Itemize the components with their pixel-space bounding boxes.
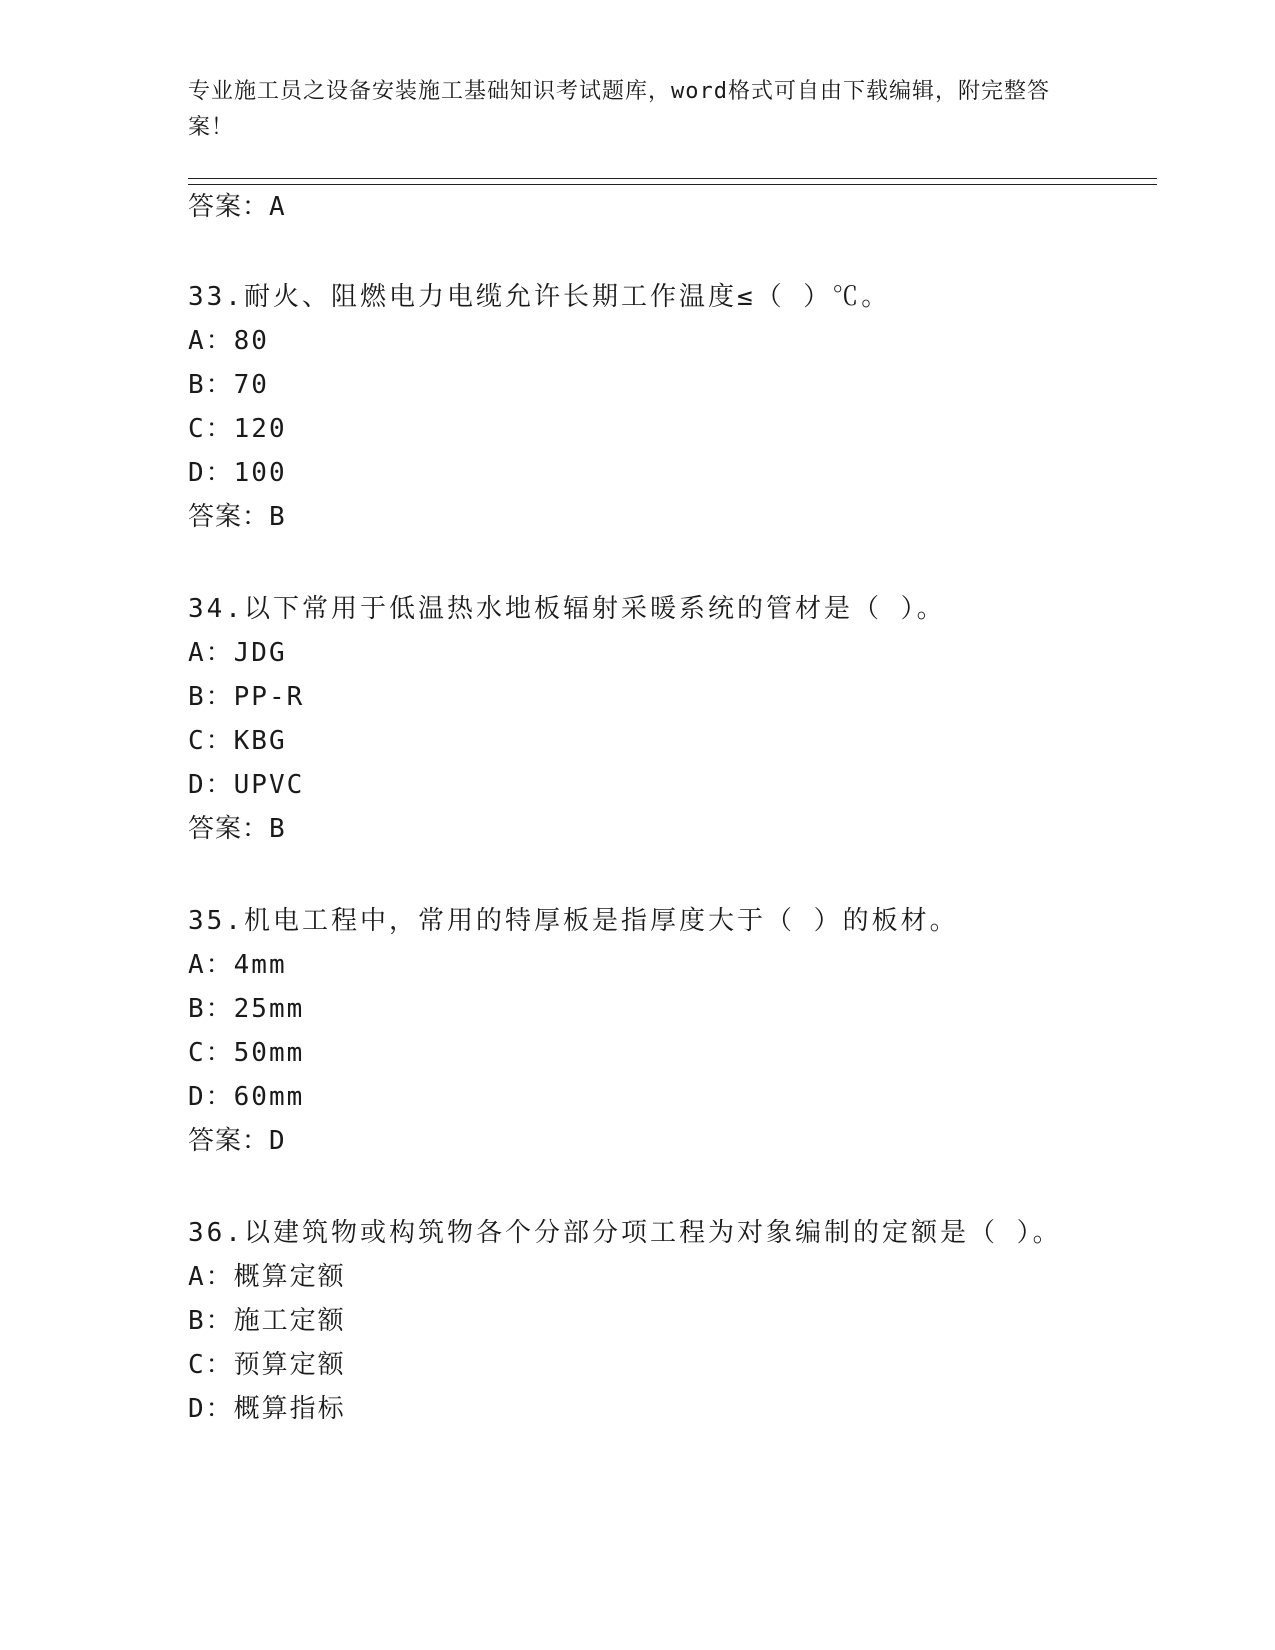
question-text: 36.以建筑物或构筑物各个分部分项工程为对象编制的定额是（ ）。 — [188, 1218, 1062, 1248]
option-a: A：概算定额 — [188, 1262, 346, 1292]
document-header: 专业施工员之设备安装施工基础知识考试题库，word格式可自由下载编辑，附完整答案！ — [188, 79, 1050, 140]
option-d: D：UPVC — [188, 770, 305, 800]
option-c: C：KBG — [188, 726, 287, 756]
option-b: B：施工定额 — [188, 1306, 346, 1336]
option-c: C：120 — [188, 414, 287, 444]
option-a: A：4mm — [188, 950, 287, 980]
header-divider-bottom — [188, 184, 1157, 185]
answer-line: 答案：A — [188, 192, 286, 222]
question-text: 34.以下常用于低温热水地板辐射采暖系统的管材是（ ）。 — [188, 594, 946, 624]
question-text: 33.耐火、阻燃电力电缆允许长期工作温度≤（ ）℃。 — [188, 282, 891, 312]
option-a: A：80 — [188, 326, 269, 356]
option-d: D：概算指标 — [188, 1394, 346, 1424]
option-d: D：60mm — [188, 1082, 305, 1112]
question-text: 35.机电工程中，常用的特厚板是指厚度大于（ ）的板材。 — [188, 906, 959, 936]
option-b: B：70 — [188, 370, 269, 400]
answer-line: 答案：D — [188, 1126, 286, 1156]
answer-line: 答案：B — [188, 502, 286, 532]
option-b: B：PP-R — [188, 682, 305, 712]
option-a: A：JDG — [188, 638, 287, 668]
option-b: B：25mm — [188, 994, 305, 1024]
option-c: C：50mm — [188, 1038, 305, 1068]
option-c: C：预算定额 — [188, 1350, 346, 1380]
option-d: D：100 — [188, 458, 287, 488]
header-divider-top — [188, 178, 1157, 179]
answer-line: 答案：B — [188, 814, 286, 844]
